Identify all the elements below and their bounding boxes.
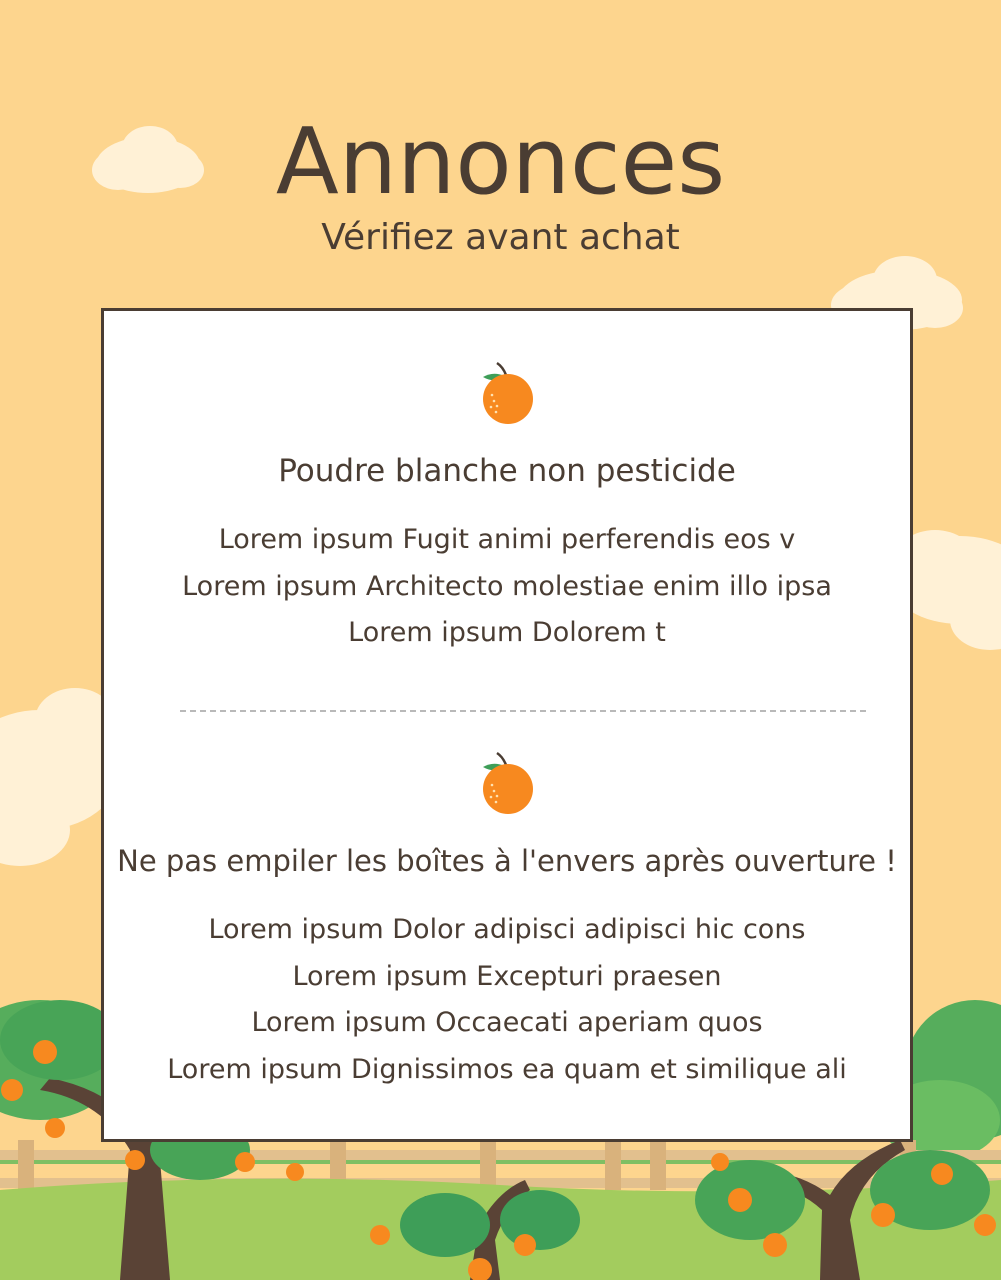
orange-fruit-icon (479, 749, 535, 817)
page-header (0, 110, 1001, 260)
notice-card (101, 308, 913, 1142)
section-line: Lorem ipsum Excepturi praesen (292, 960, 722, 992)
section-title: Ne pas empiler les boîtes à l'envers après ouverture ! (117, 844, 897, 878)
notice-section (104, 749, 910, 1093)
section-line: Lorem ipsum Architecto molestiae enim illo ipsa (182, 570, 832, 602)
section-line: Lorem ipsum Fugit animi perferendis eos v (218, 524, 796, 555)
notice-section (104, 359, 910, 657)
page-subtitle: Vérifiez avant achat (321, 217, 680, 258)
section-lines (104, 517, 910, 657)
section-line: Lorem ipsum Dolor adipisci adipisci hic cons (208, 914, 806, 945)
section-line: Lorem ipsum Occaecati aperiam quos (251, 1007, 763, 1038)
section-line: Lorem ipsum Dignissimos ea quam et similique ali (167, 1053, 847, 1085)
section-line: Lorem ipsum Dolorem t (348, 617, 666, 648)
section-title: Poudre blanche non pesticide (278, 453, 736, 489)
section-lines (104, 907, 910, 1093)
dashed-divider (180, 710, 866, 712)
page-title: Annonces (275, 108, 726, 215)
orange-fruit-icon (479, 359, 535, 427)
